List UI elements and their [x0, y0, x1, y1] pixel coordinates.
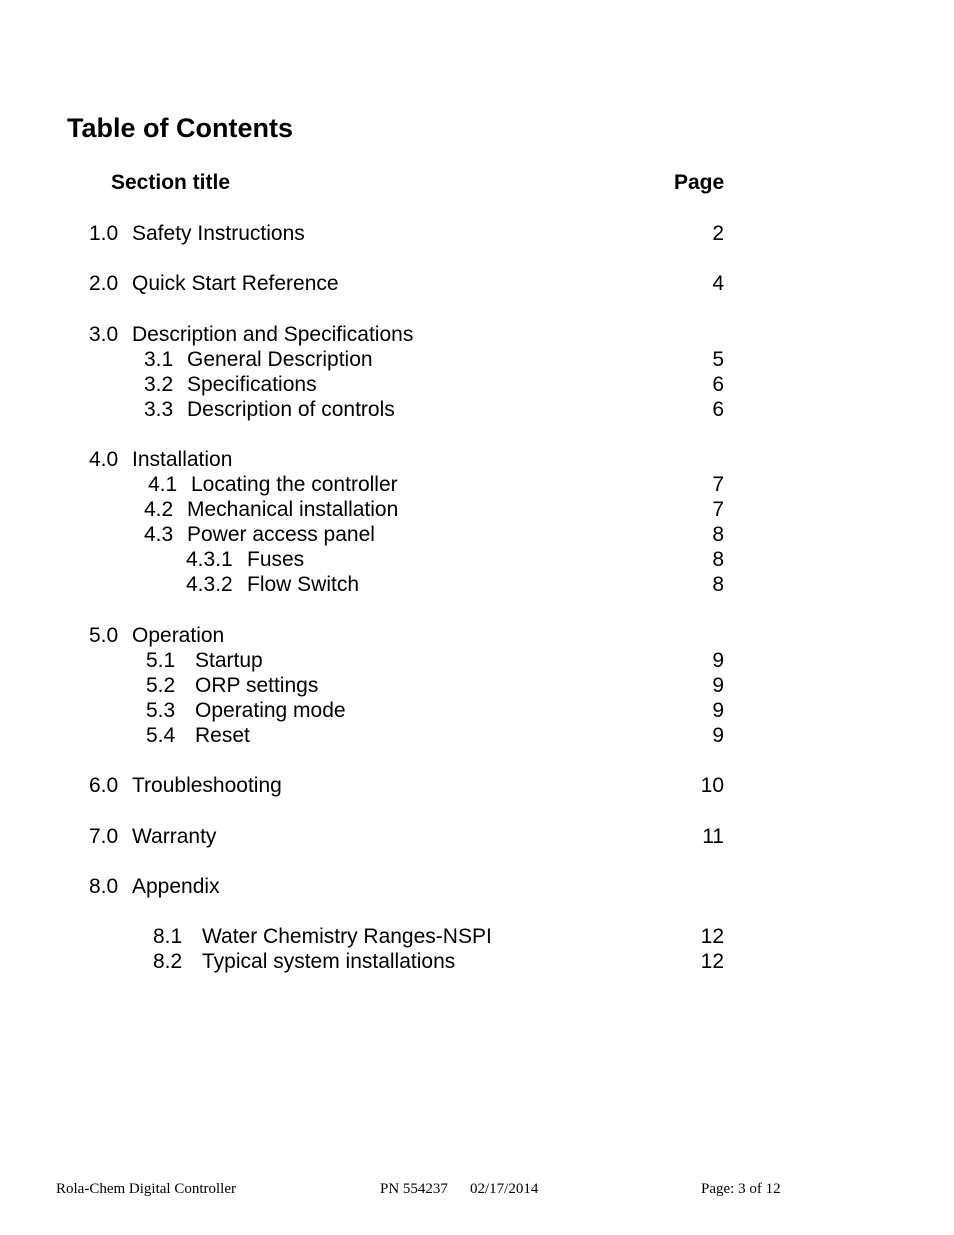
toc-entry-page: 4	[712, 272, 724, 295]
toc-entry	[144, 347, 373, 373]
toc-entry-number: 5.0	[89, 624, 119, 647]
toc-entry	[89, 447, 232, 473]
toc-entry-title: Appendix	[132, 875, 220, 898]
toc-entry-number: 5.1	[146, 649, 176, 672]
toc-entry	[89, 824, 216, 850]
toc-entry-title: Power access panel	[187, 523, 375, 546]
toc-entry-number: 4.0	[89, 448, 119, 471]
toc-entry-title: Water Chemistry Ranges-NSPI	[202, 925, 492, 948]
toc-entry-page: 9	[712, 699, 724, 722]
toc-entry	[146, 698, 346, 724]
toc-entry-number: 8.0	[89, 875, 119, 898]
toc-entry-title: Reset	[195, 724, 250, 747]
toc-entry-page: 7	[712, 498, 724, 521]
section-title-header: Section title	[111, 171, 231, 194]
toc-entry-page: 9	[712, 674, 724, 697]
toc-entry-number: 6.0	[89, 774, 119, 797]
toc-entry-title: Quick Start Reference	[132, 272, 339, 295]
toc-entry-number: 5.2	[146, 674, 176, 697]
toc-entry	[146, 723, 250, 749]
toc-entry	[146, 673, 318, 699]
toc-entry-title: Fuses	[247, 548, 305, 571]
toc-entry-title: Installation	[132, 448, 233, 471]
toc-entry-title: Flow Switch	[247, 573, 360, 596]
toc-entry	[144, 522, 375, 548]
toc-entry-number: 1.0	[89, 222, 119, 245]
toc-entry-number: 3.1	[144, 348, 174, 371]
toc-entry-number: 4.3.1	[186, 548, 233, 571]
toc-entry-title: Typical system installations	[202, 950, 456, 973]
footer-page-number: Page: 3 of 12	[701, 1181, 781, 1197]
toc-entry-title: Mechanical installation	[187, 498, 399, 521]
toc-entry-title: Description and Specifications	[132, 323, 414, 346]
toc-entry	[144, 397, 395, 423]
toc-entry	[89, 271, 339, 297]
toc-entry	[89, 773, 282, 799]
toc-entry-number: 7.0	[89, 825, 119, 848]
toc-entry	[144, 372, 317, 398]
toc-entry-title: Warranty	[132, 825, 217, 848]
toc-entry-number: 2.0	[89, 272, 119, 295]
toc-entry-page: 8	[712, 573, 724, 596]
toc-entry	[186, 572, 359, 598]
toc-entry-page: 12	[700, 950, 724, 973]
toc-entry-number: 8.1	[153, 925, 183, 948]
toc-entry-number: 3.3	[144, 398, 174, 421]
toc-entry-number: 4.3.2	[186, 573, 233, 596]
toc-entry	[148, 472, 398, 498]
toc-entry	[89, 221, 305, 247]
toc-entry-title: Locating the controller	[191, 473, 398, 496]
footer-part-number: PN 554237	[380, 1181, 448, 1197]
toc-entry-page: 9	[712, 649, 724, 672]
toc-entry-page: 8	[712, 523, 724, 546]
toc-entry-number: 5.3	[146, 699, 176, 722]
toc-entry-title: Specifications	[187, 373, 317, 396]
toc-entry	[186, 547, 304, 573]
toc-entry-page: 7	[712, 473, 724, 496]
footer-product: Rola-Chem Digital Controller	[56, 1181, 236, 1197]
toc-entry-title: Operating mode	[195, 699, 346, 722]
toc-entry-page: 6	[712, 373, 724, 396]
page-title: Table of Contents	[67, 113, 293, 143]
toc-entry-page: 2	[712, 222, 724, 245]
toc-entry	[89, 874, 220, 900]
toc-entry-title: ORP settings	[195, 674, 319, 697]
page-header: Page	[674, 171, 725, 194]
toc-entry-page: 5	[712, 348, 724, 371]
toc-entry-title: General Description	[187, 348, 373, 371]
toc-entry	[89, 623, 224, 649]
toc-entry-page: 10	[700, 774, 724, 797]
toc-entry-title: Troubleshooting	[132, 774, 282, 797]
toc-entry-title: Operation	[132, 624, 225, 647]
toc-entry-number: 8.2	[153, 950, 183, 973]
toc-entry	[144, 497, 398, 523]
toc-entry-page: 6	[712, 398, 724, 421]
toc-entry-page: 8	[712, 548, 724, 571]
toc-entry-number: 5.4	[146, 724, 176, 747]
toc-entry	[146, 648, 263, 674]
toc-entry-number: 4.3	[144, 523, 174, 546]
toc-entry-title: Startup	[195, 649, 263, 672]
toc-entry-number: 3.0	[89, 323, 119, 346]
toc-entry-page: 12	[700, 925, 724, 948]
toc-entry-title: Safety Instructions	[132, 222, 305, 245]
toc-entry	[153, 924, 492, 950]
toc-entry-page: 11	[702, 825, 724, 848]
footer-date: 02/17/2014	[470, 1181, 539, 1197]
toc-entry-page: 9	[712, 724, 724, 747]
toc-entry-number: 4.1	[148, 473, 178, 496]
toc-entry	[153, 949, 455, 975]
toc-entry-number: 3.2	[144, 373, 174, 396]
toc-entry-number: 4.2	[144, 498, 174, 521]
toc-entry-title: Description of controls	[187, 398, 395, 421]
toc-entry	[89, 322, 413, 348]
